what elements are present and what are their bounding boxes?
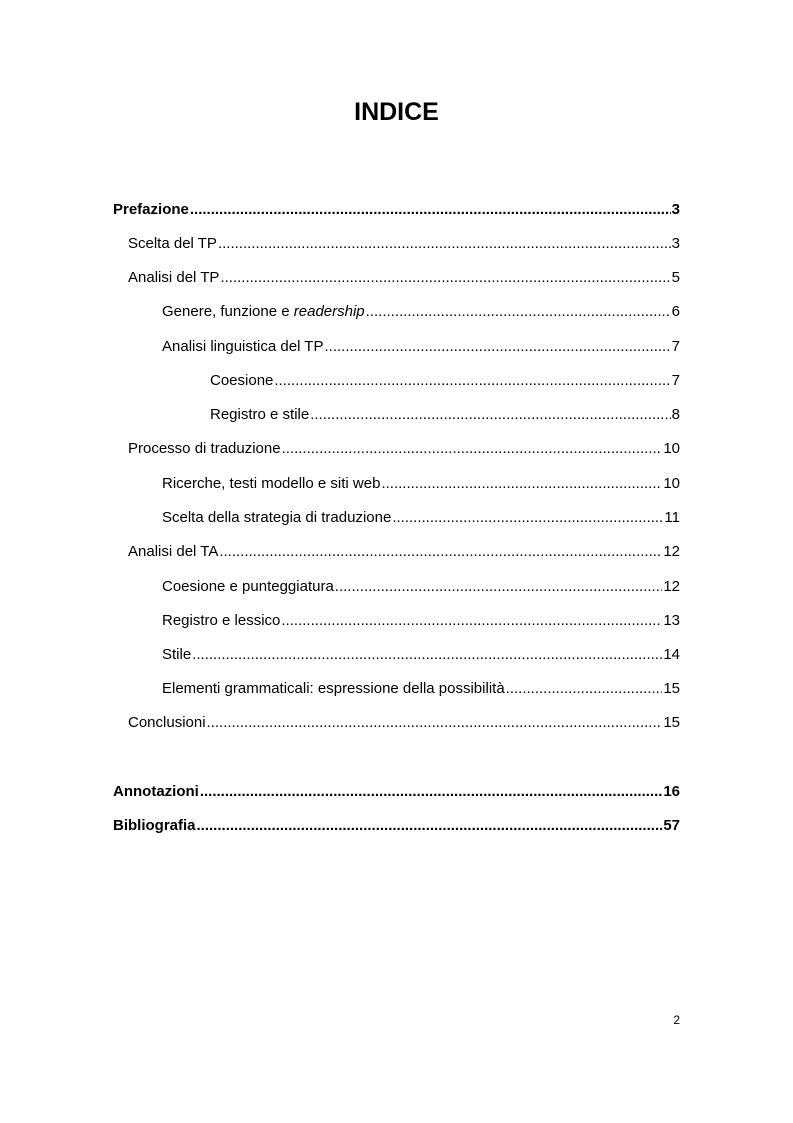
toc-entry-label: Ricerche, testi modello e siti web (162, 475, 381, 492)
toc-leader-dots (200, 782, 662, 802)
toc-entry-label: Analisi linguistica del TP (162, 338, 324, 355)
toc-entry-label-prefix: Genere, funzione e (162, 303, 294, 320)
toc-entry-processo[interactable] (128, 439, 680, 459)
toc-entry-prefazione[interactable] (113, 200, 680, 220)
toc-entry-label: Elementi grammaticali: espressione della possibilità (162, 680, 505, 697)
toc-entry-page: 10 (663, 440, 680, 457)
toc-leader-dots (310, 405, 670, 425)
page-title: INDICE (354, 98, 439, 126)
toc-entry-label: Processo di traduzione (128, 440, 281, 457)
toc-entry-page: 12 (663, 543, 680, 560)
toc-entry-page: 7 (671, 372, 680, 389)
toc-entry-label: Registro e lessico (162, 612, 281, 629)
toc-leader-dots (197, 816, 663, 836)
toc-entry-genere[interactable] (162, 302, 680, 322)
toc-entry-page: 7 (671, 338, 680, 355)
toc-leader-dots (335, 577, 663, 597)
toc-entry-label: Prefazione (113, 201, 189, 218)
toc-leader-dots (219, 542, 662, 562)
toc-entry-label: Coesione (210, 372, 274, 389)
toc-entry-label: Analisi del TA (128, 543, 219, 560)
toc-entry-label: Registro e stile (210, 406, 310, 423)
toc-entry-page: 8 (671, 406, 680, 423)
page-number: 2 (673, 1013, 680, 1027)
toc-entry-analisi-linguistica[interactable] (162, 337, 680, 357)
toc-entry-page: 3 (671, 235, 680, 252)
toc-leader-dots (282, 439, 663, 459)
toc-entry-registro-stile[interactable] (210, 405, 680, 425)
toc-entry-ricerche[interactable] (162, 474, 680, 494)
toc-entry-elementi-grammaticali[interactable] (162, 679, 680, 699)
toc-leader-dots (190, 200, 671, 220)
toc-entry-label: Annotazioni (113, 783, 199, 800)
toc-entry-label: Bibliografia (113, 817, 196, 834)
toc-entry-annotazioni[interactable] (113, 782, 680, 802)
toc-leader-dots (220, 268, 670, 288)
toc-leader-dots (218, 234, 671, 254)
toc-leader-dots (324, 337, 670, 357)
toc-entry-page: 16 (663, 783, 680, 800)
toc-entry-label-italic: readership (293, 303, 365, 320)
toc-leader-dots (381, 474, 662, 494)
toc-leader-dots (192, 645, 662, 665)
toc-entry-label: Scelta della strategia di traduzione (162, 509, 392, 526)
toc-entry-stile[interactable] (162, 645, 680, 665)
toc-leader-dots (392, 508, 663, 528)
toc-entry-strategia[interactable] (162, 508, 680, 528)
toc-entry-page: 13 (663, 612, 680, 629)
toc-leader-dots (207, 713, 663, 733)
toc-entry-coesione-punteggiatura[interactable] (162, 577, 680, 597)
toc-entry-label: Stile (162, 646, 192, 663)
toc-entry-conclusioni[interactable] (128, 713, 680, 733)
toc-entry-bibliografia[interactable] (113, 816, 680, 836)
toc-entry-page: 5 (671, 269, 680, 286)
toc-entry-analisi-tp[interactable] (128, 268, 680, 288)
toc-entry-registro-lessico[interactable] (162, 611, 680, 631)
toc-entry-page: 6 (671, 303, 680, 320)
toc-entry-page: 11 (664, 509, 680, 526)
toc-entry-label: Analisi del TP (128, 269, 220, 286)
toc-entry-label: Conclusioni (128, 714, 206, 731)
toc-entry-page: 15 (663, 680, 680, 697)
toc-entry-page: 12 (663, 578, 680, 595)
toc-entry-page: 15 (663, 714, 680, 731)
toc-entry-page: 57 (663, 817, 680, 834)
toc-entry-analisi-ta[interactable] (128, 542, 680, 562)
toc-leader-dots (366, 302, 671, 322)
toc-entry-label: Scelta del TP (128, 235, 217, 252)
toc-entry-page: 14 (663, 646, 680, 663)
toc-leader-dots (281, 611, 662, 631)
toc-entry-page: 3 (671, 201, 680, 218)
toc-entry-label: Coesione e punteggiatura (162, 578, 334, 595)
toc-entry-coesione[interactable] (210, 371, 680, 391)
toc-entry-scelta-tp[interactable] (128, 234, 680, 254)
toc-entry-label (162, 302, 365, 322)
toc-leader-dots (274, 371, 670, 391)
toc-entry-page: 10 (663, 475, 680, 492)
toc-leader-dots (506, 679, 663, 699)
